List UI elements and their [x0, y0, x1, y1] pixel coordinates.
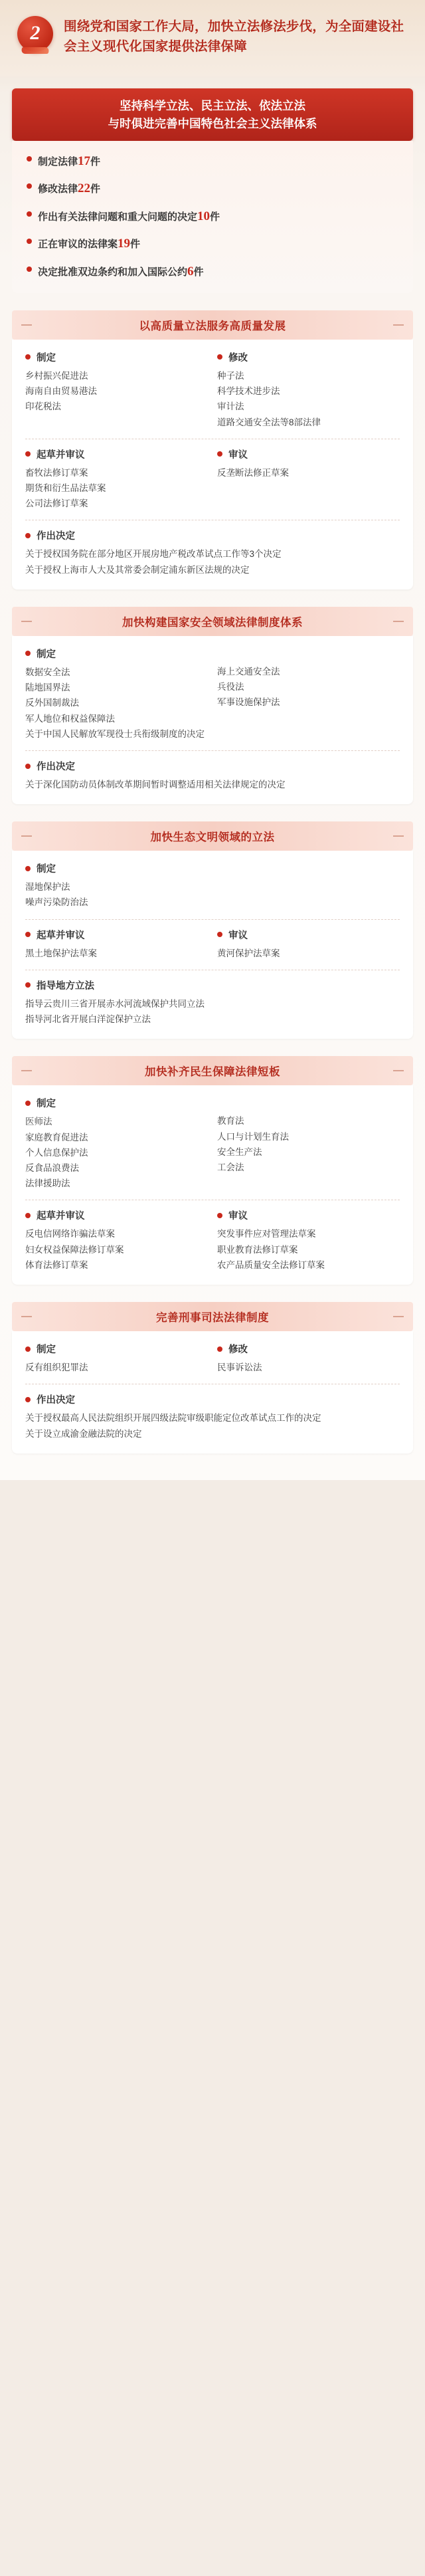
bullet-dot-icon: [217, 451, 222, 457]
list-item: 乡村振兴促进法: [25, 370, 88, 381]
column-left: [25, 647, 208, 742]
group-label: 审议: [228, 449, 248, 461]
highlight-label: 正在审议的法律案: [38, 239, 118, 251]
group-title: [25, 647, 208, 661]
column-right: [217, 928, 400, 961]
bullet-dot-icon: [217, 1346, 222, 1352]
group: [217, 1208, 400, 1273]
section-banner: 加快生态文明领域的立法: [12, 821, 413, 851]
group-items: [217, 1113, 400, 1175]
group-items: [25, 946, 208, 961]
list-item: 反有组织犯罪法: [25, 1362, 88, 1373]
group: [25, 928, 208, 961]
highlight-count: 10: [197, 209, 211, 223]
section-banner: 完善刑事司法法律制度: [12, 1302, 413, 1331]
highlight-count: 22: [78, 181, 91, 196]
group-title: [25, 759, 400, 773]
list-item: 指导河北省开展白洋淀保护立法: [25, 1014, 151, 1025]
column-left: [25, 350, 208, 430]
highlight-item: [27, 152, 398, 171]
group-title-spacer: [217, 1096, 400, 1113]
group: [217, 861, 400, 879]
list-item: 突发事件应对管理法草案: [217, 1229, 316, 1239]
list-item: 妇女权益保障法修订草案: [25, 1244, 124, 1255]
group-label: 制定: [37, 352, 56, 364]
section-card: [12, 851, 413, 1039]
column-pair: [25, 1096, 400, 1191]
group-items: [217, 465, 400, 481]
bullet-dot-icon: [25, 651, 31, 656]
group-title: [25, 447, 208, 461]
group-title: [25, 928, 208, 942]
list-item: 公司法修订草案: [25, 498, 88, 509]
section-card: [12, 1085, 413, 1285]
group-title: [25, 861, 208, 875]
list-item: 职业教育法修订草案: [217, 1244, 298, 1255]
column-right: [217, 647, 400, 742]
group-items: [25, 1114, 208, 1191]
group: [217, 1342, 400, 1375]
highlight-item: [27, 179, 398, 198]
header: [0, 0, 425, 76]
highlight-label: 修改法律: [38, 183, 78, 195]
list-item: 陆地国界法: [25, 683, 70, 693]
group-title: [217, 350, 400, 364]
group-title: [217, 1342, 400, 1356]
group-label: 审议: [228, 930, 248, 941]
column-left: [25, 861, 208, 910]
list-item: 体育法修订草案: [25, 1259, 88, 1270]
group: [25, 1342, 208, 1375]
group-title: [25, 1342, 208, 1356]
highlight-count: 17: [78, 154, 91, 168]
group-label: 作出决定: [37, 1395, 75, 1406]
list-item: 道路交通安全法等8部法律: [217, 417, 321, 427]
group-items: [217, 664, 400, 710]
highlight-text: [38, 152, 100, 171]
bullet-dot-icon: [25, 451, 31, 457]
group-label: 制定: [37, 1099, 56, 1110]
divider: [25, 919, 400, 920]
column-right: [217, 1208, 400, 1273]
group: [217, 350, 400, 430]
list-item: 反垄断法修正草案: [217, 467, 289, 478]
group-label: 起草并审议: [37, 930, 85, 941]
group: [25, 447, 208, 512]
bullet-dot-icon: [25, 982, 31, 988]
group-label: 审议: [228, 1211, 248, 1222]
column-pair: [25, 861, 400, 910]
group-label: 制定: [37, 1344, 56, 1356]
column-left: [25, 928, 208, 961]
group-items: [217, 946, 400, 961]
group-items: [217, 1226, 400, 1273]
list-item: 教育法: [217, 1116, 244, 1127]
list-item: 安全生产法: [217, 1146, 262, 1157]
group-title: [25, 1096, 208, 1110]
group-label: 制定: [37, 649, 56, 660]
group-label: 制定: [37, 864, 56, 875]
group-title: [217, 1208, 400, 1222]
section-card: [12, 636, 413, 804]
list-item: 关于中国人民解放军现役士兵衔级制度的决定: [25, 728, 205, 739]
list-item: 黑土地保护法草案: [25, 948, 97, 958]
column-right: [217, 1096, 400, 1191]
list-item: 印花税法: [25, 401, 61, 412]
highlight-text: [38, 262, 204, 281]
group-label: 指导地方立法: [37, 980, 94, 992]
highlight-unit: 件: [130, 239, 141, 251]
list-item: 军事设施保护法: [217, 697, 280, 708]
bullet-dot-icon: [25, 1101, 31, 1106]
full-width-group: [25, 528, 400, 577]
list-item: 兵役法: [217, 682, 244, 693]
group: [25, 647, 208, 742]
highlight-text: [38, 234, 140, 253]
group-label: 修改: [228, 1344, 248, 1356]
list-item: 海上交通安全法: [217, 666, 280, 677]
group: [217, 1096, 400, 1175]
list-item: 人口与计划生育法: [217, 1131, 289, 1142]
column-pair: [25, 447, 400, 512]
group-items: [25, 665, 208, 742]
section-card: [12, 1331, 413, 1453]
highlight-unit: 件: [90, 183, 101, 195]
group: [217, 928, 400, 961]
column-pair: [25, 350, 400, 430]
list-item: 关于深化国防动员体制改革期间暂时调整适用相关法律规定的决定: [25, 780, 286, 790]
highlight-unit: 件: [90, 156, 101, 167]
bullet-dot-icon: [217, 1213, 222, 1218]
list-item: 期货和衍生品法草案: [25, 483, 106, 494]
list-item: 民事诉讼法: [217, 1362, 262, 1373]
full-width-group: [25, 1392, 400, 1441]
section-number-badge: [17, 16, 53, 52]
group-title: [25, 1208, 208, 1222]
bullet-dot-icon: [25, 1346, 31, 1352]
highlight-item: [27, 207, 398, 226]
group-items: [25, 996, 400, 1027]
column-right: [217, 1342, 400, 1375]
bullet-dot-icon: [27, 183, 32, 189]
highlight-label: 制定法律: [38, 156, 78, 167]
column-pair: [25, 1208, 400, 1273]
group-label: 起草并审议: [37, 449, 85, 461]
group-items: [25, 1226, 208, 1273]
list-item: 审计法: [217, 401, 244, 412]
divider: [25, 750, 400, 751]
highlight-text: [38, 179, 100, 198]
column-pair: [25, 647, 400, 742]
sections-container: [0, 310, 425, 1453]
group-items: [25, 368, 208, 415]
list-item: 畜牧法修订草案: [25, 467, 88, 478]
bullet-dot-icon: [217, 932, 222, 937]
bullet-dot-icon: [27, 267, 32, 272]
section-number: 2: [30, 22, 41, 44]
list-item: 反电信网络诈骗法草案: [25, 1229, 115, 1239]
list-item: 噪声污染防治法: [25, 897, 88, 908]
group-items: [25, 546, 400, 577]
group-label: 作出决定: [37, 762, 75, 772]
list-item: 个人信息保护法: [25, 1147, 88, 1158]
column-left: [25, 1208, 208, 1273]
bullet-dot-icon: [25, 1397, 31, 1402]
section-banner: 加快补齐民生保障法律短板: [12, 1056, 413, 1085]
group-title: [25, 978, 400, 992]
section-banner: 加快构建国家安全领域法律制度体系: [12, 607, 413, 636]
main-banner-line2: 与时俱进完善中国特色社会主义法律体系: [108, 116, 317, 130]
highlight-label: 决定批准双边条约和加入国际公约: [38, 266, 188, 278]
column-right: [217, 350, 400, 430]
group: [25, 861, 208, 910]
bullet-dot-icon: [25, 354, 31, 360]
group-title: [217, 447, 400, 461]
group-items: [25, 777, 400, 792]
list-item: 海南自由贸易港法: [25, 386, 97, 397]
list-item: 反食品浪费法: [25, 1162, 79, 1173]
list-item: 关于授权最高人民法院组织开展四级法院审级职能定位改革试点工作的决定: [25, 1413, 321, 1424]
group: [25, 1096, 208, 1191]
list-item: 种子法: [217, 370, 244, 381]
list-item: 指导云贵川三省开展赤水河流域保护共同立法: [25, 998, 205, 1009]
column-pair: [25, 1342, 400, 1375]
highlights-card: [12, 141, 413, 293]
column-left: [25, 1342, 208, 1375]
highlight-unit: 件: [193, 266, 204, 278]
full-width-group: [25, 759, 400, 792]
group-label: 修改: [228, 352, 248, 364]
bullet-dot-icon: [25, 866, 31, 871]
group: [25, 1208, 208, 1273]
list-item: 数据安全法: [25, 667, 70, 677]
bullet-dot-icon: [27, 239, 32, 244]
main-banner: [12, 88, 413, 141]
group: [217, 447, 400, 481]
full-width-group: [25, 978, 400, 1027]
group-items: [25, 879, 208, 910]
column-pair: [25, 928, 400, 961]
bullet-dot-icon: [27, 156, 32, 161]
group-items: [217, 1360, 400, 1375]
bullet-dot-icon: [27, 211, 32, 217]
highlight-count: 6: [187, 264, 194, 278]
list-item: 关于授权上海市人大及其常委会制定浦东新区法规的决定: [25, 564, 250, 575]
bullet-dot-icon: [25, 1213, 31, 1218]
page-title: 围绕党和国家工作大局，加快立法修法步伐，为全面建设社会主义现代化国家提供法律保障: [64, 19, 404, 54]
group-title-spacer: [217, 647, 400, 664]
group-items: [25, 1360, 208, 1375]
list-item: 医师法: [25, 1117, 52, 1127]
main-banner-line1: 坚持科学立法、民主立法、依法立法: [120, 99, 305, 113]
highlight-unit: 件: [210, 211, 220, 223]
column-left: [25, 1096, 208, 1191]
group-title: [25, 1392, 400, 1406]
bullet-dot-icon: [25, 932, 31, 937]
list-item: 关于设立成渝金融法院的决定: [25, 1428, 142, 1439]
group-label: 起草并审议: [37, 1211, 85, 1222]
group-title: [25, 528, 400, 542]
list-item: 黄河保护法草案: [217, 948, 280, 958]
column-right: [217, 447, 400, 512]
list-item: 军人地位和权益保障法: [25, 713, 115, 724]
column-left: [25, 447, 208, 512]
group: [25, 350, 208, 415]
list-item: 家庭教育促进法: [25, 1132, 88, 1142]
list-item: 科学技术进步法: [217, 386, 280, 397]
group-title: [217, 928, 400, 942]
section-banner: 以高质量立法服务高质量发展: [12, 310, 413, 340]
group-items: [217, 368, 400, 430]
list-item: 农产品质量安全法修订草案: [217, 1259, 325, 1270]
highlight-count: 19: [118, 237, 131, 251]
group-items: [25, 1410, 400, 1441]
highlight-item: [27, 262, 398, 281]
list-item: 关于授权国务院在部分地区开展房地产税改革试点工作等3个决定: [25, 549, 282, 560]
list-item: 湿地保护法: [25, 882, 70, 893]
group-title: [25, 350, 208, 364]
group-label: 作出决定: [37, 531, 75, 542]
bullet-dot-icon: [217, 354, 222, 360]
list-item: 反外国制裁法: [25, 698, 79, 708]
group: [217, 647, 400, 710]
column-right: [217, 861, 400, 910]
bullet-dot-icon: [25, 764, 31, 769]
highlight-text: [38, 207, 220, 226]
highlight-label: 作出有关法律问题和重大问题的决定: [38, 211, 198, 223]
section-card: [12, 340, 413, 590]
highlight-item: [27, 234, 398, 253]
group-items: [25, 465, 208, 512]
bullet-dot-icon: [25, 533, 31, 538]
list-item: 工会法: [217, 1162, 244, 1172]
group-title-spacer: [217, 861, 400, 879]
list-item: 法律援助法: [25, 1178, 70, 1189]
